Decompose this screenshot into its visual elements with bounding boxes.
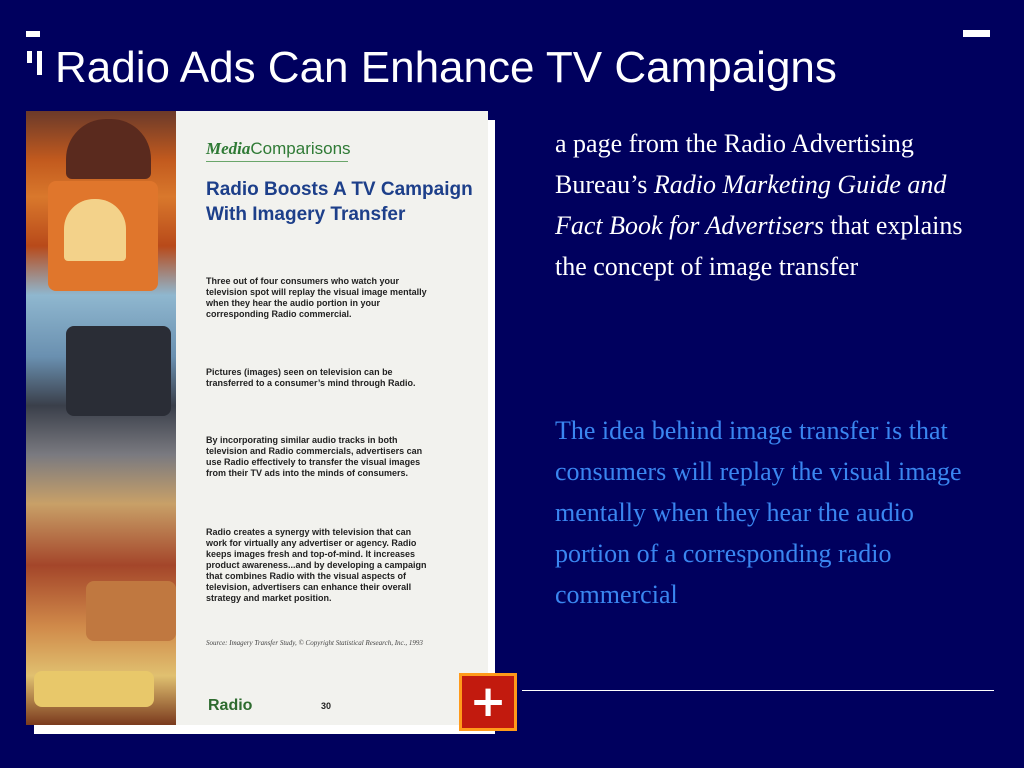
divider-line: [522, 690, 994, 691]
scanned-page: [26, 111, 488, 725]
caption-text-1: a page from the Radio Advertising Bureau’s: [555, 129, 914, 199]
caption-book-title: Radio Marketing Guide and Fact Book for Advertisers: [555, 170, 947, 240]
page-source-note: Source: Imagery Transfer Study, © Copyright Statistical Research, Inc., 1993: [206, 639, 423, 647]
slide-title: Radio Ads Can Enhance TV Campaigns: [55, 43, 837, 92]
vintage-radio-image: [66, 119, 151, 179]
page-number: 30: [321, 701, 332, 711]
corner-mark-top-right: [963, 30, 990, 37]
corner-mark-left-2: [37, 51, 42, 75]
page-caption: [555, 123, 965, 287]
page-heading: [206, 177, 476, 227]
caption-text-2: that explains the concept of image transfer: [555, 211, 963, 281]
logo-rest: Comparisons: [250, 139, 351, 158]
radio-logo: Radio: [208, 697, 253, 714]
vintage-radio-image: [34, 671, 154, 707]
page-paragraph: Radio creates a synergy with television that can work for virtually any advertiser or agency. Radio keeps images fresh and top-of-mind. It increases product awareness...and by developing a campaign that combines Radio with the visual aspects of television, advertisers can enhance their overall strategy and market position.: [206, 527, 427, 603]
vintage-radio-image: [86, 581, 176, 641]
plus-button[interactable]: [459, 673, 517, 731]
page-heading-line-2: With Imagery Transfer: [206, 204, 406, 225]
idea-text: The idea behind image transfer is that consumers will replay the visual image mentally when they hear the audio portion of a corresponding radio commercial: [555, 416, 962, 609]
corner-mark-left-1: [27, 51, 32, 63]
page-heading-line-1: Radio Boosts A TV Campaign: [206, 179, 473, 200]
vintage-radio-image: [66, 326, 171, 416]
page-text-column: [176, 111, 488, 725]
radio-photo-collage: [26, 111, 176, 725]
corner-mark-top-left: [26, 31, 40, 37]
logo-underline: [206, 161, 348, 162]
page-paragraph: Three out of four consumers who watch your television spot will replay the visual image mentally when they hear the audio portion in your corresponding Radio commercial.: [206, 276, 427, 319]
media-comparisons-logo: [206, 139, 351, 159]
vintage-radio-image: [64, 199, 126, 261]
page-paragraph: By incorporating similar audio tracks in both television and Radio commercials, advertisers can use Radio effectively to transfer the visual images from their TV ads into the minds of consumers.: [206, 435, 423, 478]
page-paragraph: Pictures (images) seen on television can be transferred to a consumer’s mind through Radio.: [206, 367, 416, 388]
plus-icon: +: [469, 676, 507, 727]
logo-italic: Media: [206, 139, 251, 158]
